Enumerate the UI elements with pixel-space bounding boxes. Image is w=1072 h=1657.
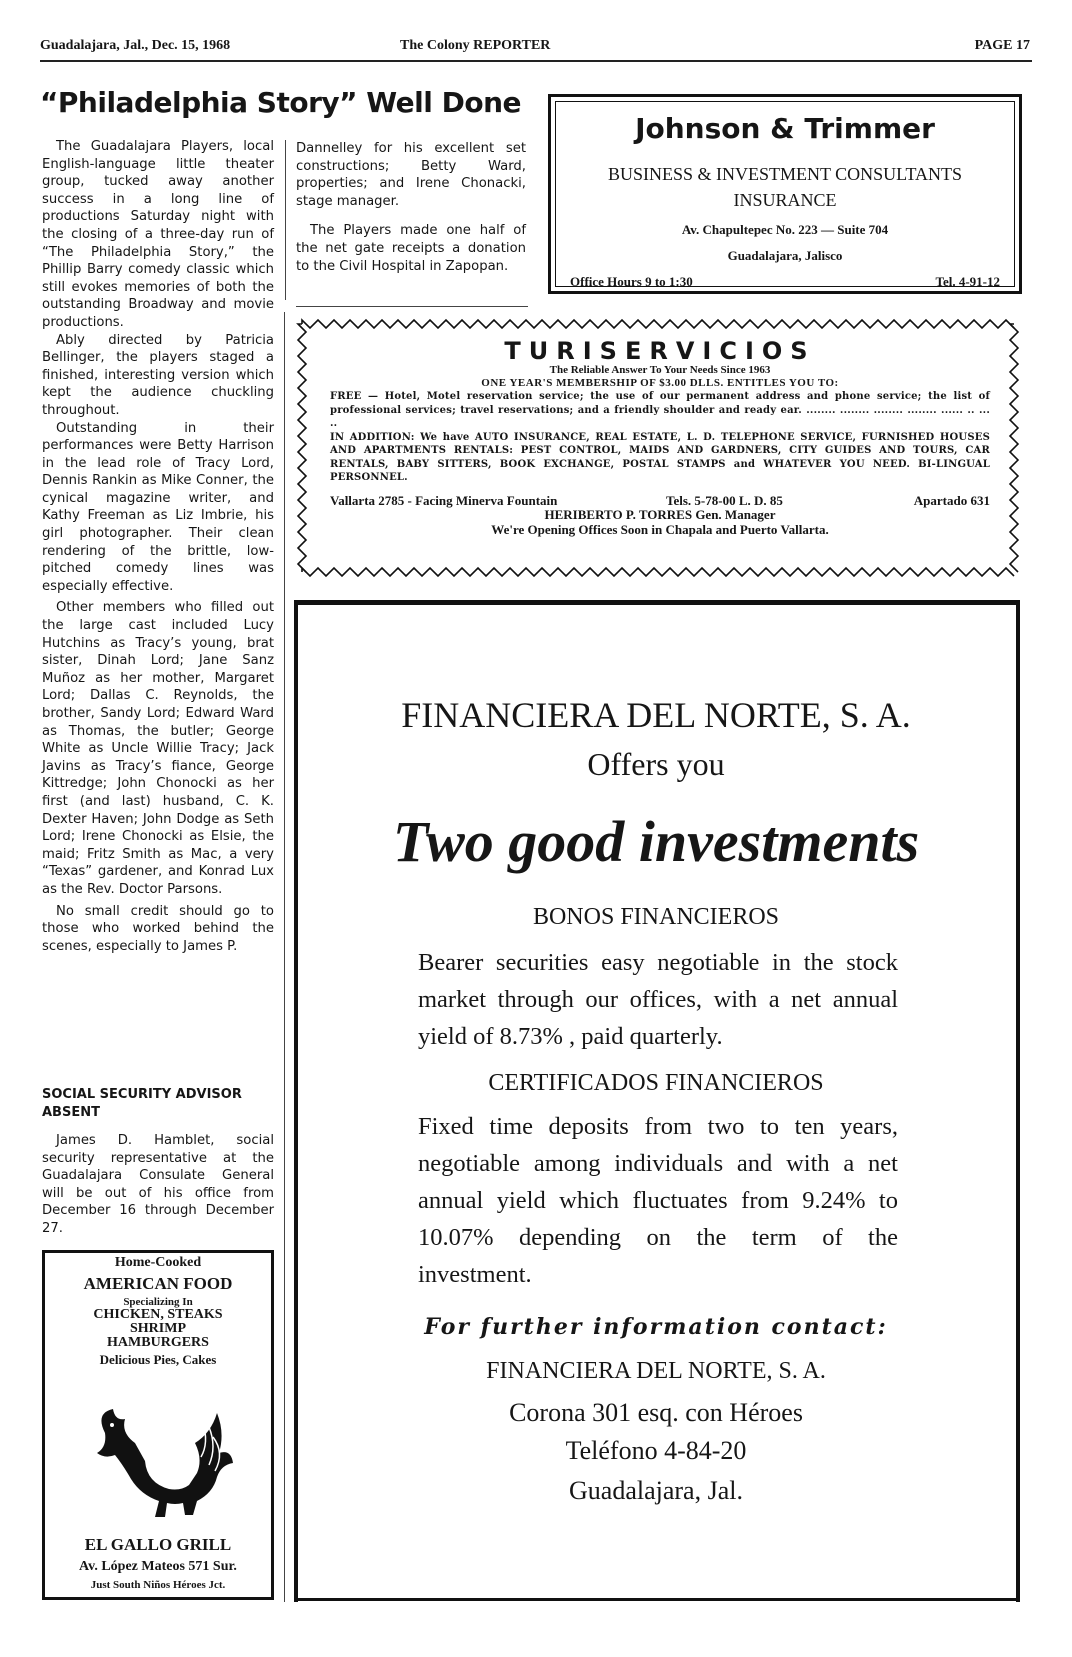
grill-ad-line: HAMBURGERS [107, 1335, 209, 1350]
article-paragraph: Other members who filled out the large cast included Lucy Hutchins as Tracy’s young, brat sister, Dinah Lord; Jane Sanz Muñoz as her mother, Margaret Lord; Dallas C. Reynolds, the brother, Sandy Lord; Edward Ward as Thomas, the butler; George White as Uncle Willie Tracy; Jack Javins as Tracy’s fiance, George Kittredge; John Chonocki as her first (and last) husband, C. K. Dexter Haven; John Dodge as Seth Lord; Irene Chonocki as Elsie, the maid; Fritz Smith as Mac, a very “Texas” gardener, and Konrad Lux as the Rev. Doctor Parsons. [42, 600, 274, 897]
column-rule [285, 140, 286, 300]
turi-phones: Tels. 5-78-00 L. D. 85 [666, 492, 783, 508]
grill-address: Av. López Mateos 571 Sur. [79, 1559, 237, 1574]
article-paragraph: Dannelley for his excellent set constructions; Betty Ward, properties; and Irene Chonacki, stage manager. [296, 141, 526, 209]
financiera-contact-city: Guadalajara, Jal. [569, 1476, 743, 1505]
turi-manager [330, 507, 990, 522]
jt-subtitle: BUSINESS & INVESTMENT CONSULTANTS [607, 164, 963, 184]
turi-additional-services: IN ADDITION: We have AUTO INSURANCE, REAL ESTATE, L. D. TELEPHONE SERVICE, FURNISHED HOUSES AND APARTMENTS RENTALS: PEST CONTROL, MAIDS AND GARDNERS, CITY GUIDES AND TOURS, CAR RENTALS, BABY SITTERS, BOOK EXCHANGE, POSTAL STAMPS and WHATEVER YOU NEED. BI-LINGUAL PERSONNEL. [330, 431, 990, 483]
turi-opening: We're Opening Offices Soon in Chapala and Puerto Vallarta. [491, 521, 829, 537]
grill-location: Just South Niños Héroes Jct. [90, 1579, 226, 1591]
notice-paragraph: James D. Hamblet, social security representative at the Guadalajara Consulate General will be out of his office from December 16 through December 27. [42, 1133, 274, 1236]
grill-ad-line: Delicious Pies, Cakes [99, 1352, 217, 1367]
turi-tagline: The Reliable Answer To Your Needs Since 1963 [549, 364, 771, 376]
notice-body [42, 1132, 274, 1238]
certificados-heading: CERTIFICADOS FINANCIEROS [488, 1070, 824, 1096]
turi-apartado: Apartado 631 [913, 492, 990, 508]
turi-membership: ONE YEAR'S MEMBERSHIP OF $3.00 DLLS. ENTITLES YOU TO: [481, 377, 839, 389]
turi-manager-title: Gen. Manager [695, 506, 776, 522]
turi-free-services: FREE — Hotel, Motel reservation service; the use of our permanent address and phone service; the list of professional services; travel reservations; and a friendly shoulder and ready ear. ........ ........ ........ ........ ...... .. ... .. [330, 391, 990, 429]
jt-address: Av. Chapultepec No. 223 — Suite 704 [681, 222, 889, 237]
financiera-contact-phone: Teléfono 4-84-20 [565, 1436, 747, 1465]
turi-manager-name: HERIBERTO P. TORRES [544, 506, 693, 522]
grill-ad-line: CHICKEN, STEAKS [93, 1307, 223, 1322]
financiera-contact-label: For further information contact: [424, 1314, 888, 1340]
article-paragraph: Outstanding in their performances were Betty Harrison in the lead role of Tracy Lord, Dennis Rankin as Mike Conner, the cynical magazine writer, and Kathy Freeman as Liz Imbrie, his girl photographer. Their clean rendering of the brittle, low-pitched comedy lines was especially effective. [42, 420, 274, 594]
notice-heading: SOCIAL SECURITY ADVISOR ABSENT [42, 1087, 242, 1120]
financiera-ad-border [294, 1598, 1020, 1601]
jt-hours: Office Hours 9 to 1:30 [570, 274, 693, 289]
financiera-contact-name: FINANCIERA DEL NORTE, S. A. [486, 1358, 826, 1384]
financiera-headline: Two good investments [392, 809, 920, 874]
turi-address: Vallarta 2785 - Facing Minerva Fountain [330, 492, 558, 508]
financiera-offers: Offers you [587, 746, 725, 782]
article-headline: “Philadelphia Story” Well Done [40, 86, 522, 119]
grill-ad-line: Specializing In [123, 1296, 193, 1308]
article-paragraph: Ably directed by Patricia Bellinger, the players staged a finished, interesting version which kept the audience chuckling throughout. [42, 332, 274, 418]
jt-phone: Tel. 4-91-12 [935, 274, 1000, 289]
financiera-ad-border [296, 600, 1020, 605]
financiera-contact-address: Corona 301 esq. con Héroes [509, 1398, 803, 1427]
grill-ad-line: Home-Cooked [114, 1255, 202, 1270]
jt-title: Johnson & Trimmer [635, 112, 935, 145]
johnson-trimmer-ad [548, 94, 1022, 294]
bonos-heading: BONOS FINANCIEROS [532, 904, 780, 930]
grill-ad-line: SHRIMP [130, 1321, 186, 1336]
jt-city: Guadalajara, Jalisco [727, 248, 843, 263]
financiera-ad-border [294, 600, 298, 1602]
turi-contact-row [330, 493, 990, 509]
rooster-icon [85, 1403, 235, 1523]
article-right-column [296, 140, 526, 275]
bonos-text: Bearer securities easy negotiable in the stock market through our offices, with a net annual yield of 8.73% , paid quarterly. [418, 949, 898, 1050]
article-end-rule [296, 306, 528, 307]
article-paragraph: No small credit should go to those who worked behind the scenes, especially to James P. [42, 903, 274, 954]
article-left-column [42, 138, 274, 955]
grill-name: EL GALLO GRILL [84, 1535, 232, 1554]
jt-subtitle: INSURANCE [733, 190, 837, 210]
column-divider [284, 312, 285, 1602]
article-paragraph: The Guadalajara Players, local English-language little theater group, tucked away another success in a long line of productions Saturday night with the closing of a three-day run of “The Philadelphia Story,” the Phillip Barry comedy classic which still evokes memories of both the outstanding Broadway and movie productions. [42, 139, 274, 330]
turiservicios-ad [330, 338, 990, 537]
header-publication: The Colony REPORTER [400, 38, 551, 53]
header-date: Guadalajara, Jal., Dec. 15, 1968 [40, 38, 231, 53]
grill-ad-line: AMERICAN FOOD [83, 1274, 233, 1293]
turi-title: TURISERVICIOS [504, 337, 816, 365]
header-page-number: PAGE 17 [974, 38, 1030, 53]
article-paragraph: The Players made one half of the net gate receipts a donation to the Civil Hospital in Zapopan. [296, 223, 526, 274]
certificados-text: Fixed time deposits from two to ten years, negotiable among individuals and with a net annual yield which fluctuates from 9.24% to 10.07% depending on the term of the investment. [418, 1113, 898, 1288]
header-rule [40, 60, 1032, 62]
financiera-name: FINANCIERA DEL NORTE, S. A. [401, 695, 911, 735]
financiera-ad-border [1016, 600, 1020, 1602]
grill-ad [42, 1250, 274, 1600]
